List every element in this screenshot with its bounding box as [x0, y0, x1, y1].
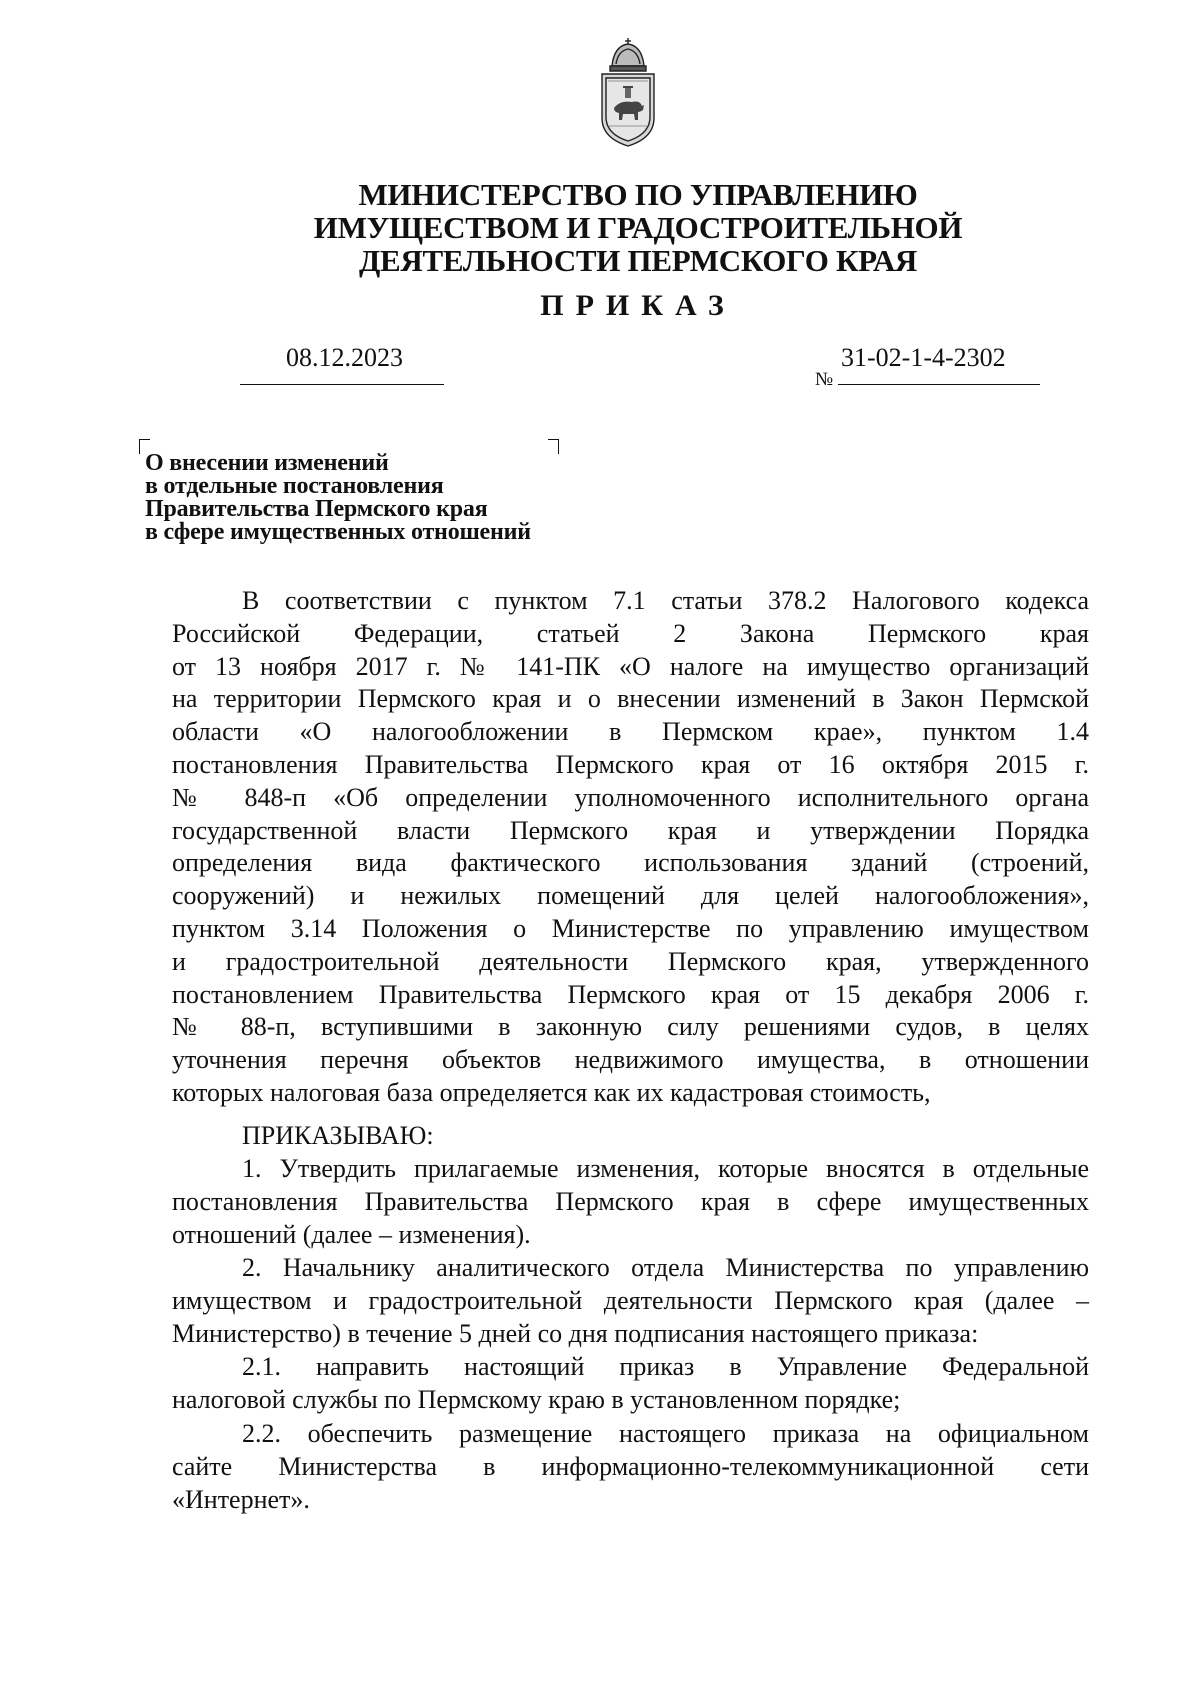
number-underline — [838, 384, 1040, 385]
document-subject — [145, 452, 531, 544]
date-underline — [240, 384, 444, 385]
order-item-2 — [172, 1252, 1089, 1350]
document-type-title: ПРИКАЗ — [540, 289, 736, 322]
text-line: «Интернет». — [172, 1484, 310, 1514]
text-line: постановлением Правительства Пермского края от 15 декабря 2006 г. — [172, 979, 1089, 1009]
text-line: 2.1. направить настоящий приказ в Управление Федеральной — [242, 1352, 1089, 1381]
text-line: от 13 ноября 2017 г. № 141-ПК «О налоге на имущество организаций — [172, 651, 1089, 681]
text-line: Министерство) в течение 5 дней со дня подписания настоящего приказа: — [172, 1318, 979, 1348]
text-line: которых налоговая база определяется как их кадастровая стоимость, — [172, 1077, 931, 1107]
organization-name-line: ИМУЩЕСТВОМ И ГРАДОСТРОИТЕЛЬНОЙ — [313, 210, 963, 245]
document-date: 08.12.2023 — [286, 343, 403, 372]
organization-name-line: МИНИСТЕРСТВО ПО УПРАВЛЕНИЮ — [358, 177, 918, 212]
text-line: области «О налогообложении в Пермском крае», пунктом 1.4 — [172, 717, 1089, 747]
preamble-paragraph — [172, 585, 1089, 1110]
text-line: № 848-п «Об определении уполномоченного исполнительного органа — [172, 782, 1089, 812]
order-directive-word: ПРИКАЗЫВАЮ: — [242, 1121, 434, 1150]
text-line: и градостроительной деятельности Пермского края, утвержденного — [172, 946, 1089, 976]
text-line: постановления Правительства Пермского края от 16 октября 2015 г. — [172, 749, 1089, 779]
perm-krai-coat-of-arms-icon — [592, 36, 664, 148]
text-line: Российской Федерации, статьей 2 Закона Пермского края — [172, 618, 1089, 648]
text-line: сооружений) и нежилых помещений для целей налогообложения», — [172, 881, 1089, 911]
text-line: В соответствии с пунктом 7.1 статьи 378.2 Налогового кодекса — [242, 586, 1089, 615]
order-item-2-1 — [172, 1351, 1089, 1417]
text-line: уточнения перечня объектов недвижимого имущества, в отношении — [172, 1045, 1089, 1075]
text-line: 2. Начальнику аналитического отдела Министерства по управлению — [242, 1253, 1089, 1282]
organization-name-line: ДЕЯТЕЛЬНОСТИ ПЕРМСКОГО КРАЯ — [359, 243, 917, 278]
subject-line: в сфере имущественных отношений — [145, 519, 531, 545]
number-sign: № — [815, 369, 834, 390]
subject-line: в отдельные постановления — [145, 473, 444, 499]
text-line: на территории Пермского края и о внесении изменений в Закон Пермской — [172, 684, 1089, 714]
document-number: 31-02-1-4-2302 — [841, 343, 1006, 372]
text-line: определения вида фактического использования зданий (строений, — [172, 848, 1089, 878]
subject-line: Правительства Пермского края — [145, 496, 488, 522]
text-line: имуществом и градостроительной деятельности Пермского края (далее – — [172, 1285, 1089, 1315]
text-line: сайте Министерства в информационно-телекоммуникационной сети — [172, 1451, 1089, 1481]
text-line: 2.2. обеспечить размещение настоящего приказа на официальном — [242, 1419, 1089, 1448]
subject-corner-mark-right — [548, 439, 559, 454]
text-line: пунктом 3.14 Положения о Министерстве по управлению имуществом — [172, 913, 1089, 943]
order-item-2-2 — [172, 1418, 1089, 1516]
text-line: 1. Утвердить прилагаемые изменения, которые вносятся в отдельные — [242, 1154, 1089, 1183]
order-item-1 — [172, 1153, 1089, 1251]
text-line: налоговой службы по Пермскому краю в установленном порядке; — [172, 1384, 901, 1414]
text-line: отношений (далее – изменения). — [172, 1219, 531, 1249]
subject-line: О внесении изменений — [145, 450, 389, 476]
text-line: № 88-п, вступившими в законную силу решениями судов, в целях — [172, 1012, 1089, 1042]
text-line: государственной власти Пермского края и утверждении Порядка — [172, 815, 1089, 845]
text-line: постановления Правительства Пермского края в сфере имущественных — [172, 1186, 1089, 1216]
